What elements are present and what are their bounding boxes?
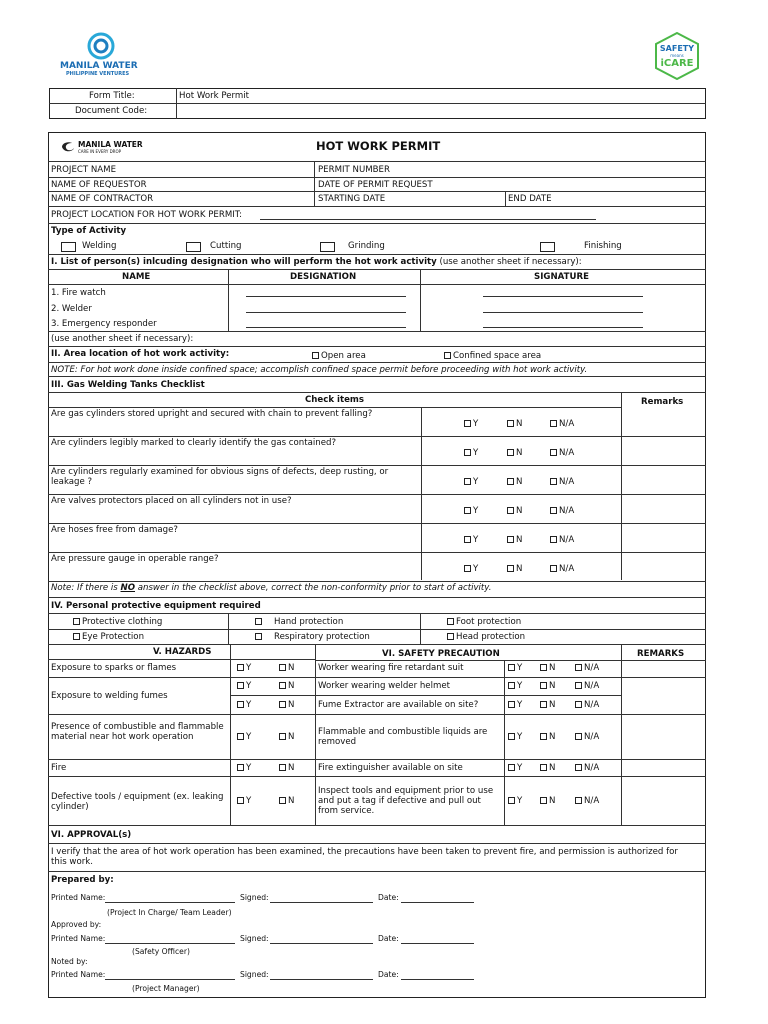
gas-option-y-checkbox[interactable] bbox=[464, 478, 471, 485]
document-code-label: Document Code: bbox=[75, 106, 148, 116]
precaution-option-n[interactable] bbox=[540, 796, 555, 806]
precaution-option-y[interactable] bbox=[508, 763, 522, 773]
permit-number-label: PERMIT NUMBER bbox=[318, 165, 390, 175]
form-title-value: Hot Work Permit bbox=[179, 91, 249, 101]
ppe-head-protection[interactable] bbox=[447, 632, 525, 642]
precaution-option-na-checkbox[interactable] bbox=[575, 682, 582, 689]
gas-note-pre: Note: If there is bbox=[51, 583, 121, 593]
hazard-option-y-checkbox[interactable] bbox=[237, 797, 244, 804]
approval-statement: I verify that the area of hot work operation has been examined, the precautions have been taken to prevent fire, and permission is authorized for this work. bbox=[51, 847, 678, 867]
gas-option-n-label: N bbox=[516, 506, 523, 516]
gas-note-post: answer in the checklist above, correct the non-conformity prior to start of activity. bbox=[135, 583, 492, 593]
precaution-option-y-checkbox[interactable] bbox=[508, 733, 515, 740]
gas-option-na[interactable] bbox=[550, 564, 574, 574]
approval-section-label: Noted by: bbox=[51, 957, 88, 966]
precaution-option-y[interactable] bbox=[508, 796, 522, 806]
open-area-label: Open area bbox=[321, 351, 366, 361]
col-signature: SIGNATURE bbox=[534, 272, 589, 282]
persons-footer: (use another sheet if necessary): bbox=[51, 334, 194, 344]
inner-logo bbox=[60, 138, 160, 156]
precaution-option-n-checkbox[interactable] bbox=[540, 764, 547, 771]
precaution-option-na[interactable] bbox=[575, 663, 599, 673]
grinding-label: Grinding bbox=[348, 241, 385, 251]
confined-area-option[interactable] bbox=[444, 351, 541, 361]
gas-option-na[interactable] bbox=[550, 448, 574, 458]
gas-option-y-checkbox[interactable] bbox=[464, 565, 471, 572]
signatory-role: (Safety Officer) bbox=[132, 947, 190, 956]
grinding-checkbox[interactable] bbox=[320, 242, 335, 252]
signature-line-3[interactable] bbox=[483, 327, 643, 328]
signature-line-2[interactable] bbox=[483, 312, 643, 313]
gas-option-n[interactable] bbox=[507, 448, 522, 458]
hazard-option-y-checkbox[interactable] bbox=[237, 682, 244, 689]
precaution-option-n[interactable] bbox=[540, 732, 555, 742]
gas-option-na[interactable] bbox=[550, 477, 574, 487]
precaution-option-na-label: N/A bbox=[584, 663, 600, 673]
printed-name-line[interactable] bbox=[105, 902, 235, 903]
precaution-item: Worker wearing fire retardant suit bbox=[318, 663, 464, 673]
hazard-option-n[interactable] bbox=[279, 700, 294, 710]
gas-note-no: NO bbox=[120, 583, 136, 593]
gas-option-y[interactable] bbox=[464, 506, 478, 516]
precaution-option-na[interactable] bbox=[575, 763, 599, 773]
hazard-option-y-label: Y bbox=[246, 732, 252, 742]
person-row-emergency-responder: 3. Emergency responder bbox=[51, 319, 157, 329]
hazard-item: Defective tools / equipment (ex. leaking cylinder) bbox=[51, 792, 224, 812]
badge-bottom: iCARE bbox=[660, 58, 694, 69]
gas-option-na[interactable] bbox=[550, 506, 574, 516]
precaution-option-n-label: N bbox=[549, 700, 556, 710]
gas-option-y[interactable] bbox=[464, 477, 478, 487]
precaution-item: Fire extinguisher available on site bbox=[318, 763, 463, 773]
signed-line[interactable] bbox=[270, 979, 373, 980]
gas-option-n[interactable] bbox=[507, 564, 522, 574]
gas-check-item: Are valves protectors placed on all cylinders not in use? bbox=[51, 496, 292, 506]
gas-option-y[interactable] bbox=[464, 535, 478, 545]
hazard-option-y[interactable] bbox=[237, 681, 251, 691]
precaution-option-na[interactable] bbox=[575, 732, 599, 742]
foot-protection-label: Foot protection bbox=[456, 617, 522, 627]
respiratory-protection-checkbox[interactable] bbox=[255, 633, 262, 640]
gas-option-n-checkbox[interactable] bbox=[507, 507, 514, 514]
gas-option-n-checkbox[interactable] bbox=[507, 536, 514, 543]
approval-section-label: Approved by: bbox=[51, 920, 102, 929]
printed-name-label: Printed Name: bbox=[51, 934, 106, 943]
col-designation: DESIGNATION bbox=[290, 272, 357, 282]
location-line[interactable] bbox=[260, 219, 596, 220]
precaution-option-n[interactable] bbox=[540, 763, 555, 773]
finishing-label: Finishing bbox=[584, 241, 622, 251]
precaution-option-n[interactable] bbox=[540, 681, 555, 691]
water-swirl-icon bbox=[86, 32, 116, 60]
hazard-option-y-label: Y bbox=[246, 681, 252, 691]
open-area-option[interactable] bbox=[312, 351, 366, 361]
hazard-option-y[interactable] bbox=[237, 732, 251, 742]
gas-option-y-label: Y bbox=[473, 477, 479, 487]
hazards-heading: V. HAZARDS bbox=[153, 647, 212, 657]
requestor-label: NAME OF REQUESTOR bbox=[51, 180, 147, 190]
finishing-checkbox[interactable] bbox=[540, 242, 555, 252]
inner-logo-text: MANILA WATER bbox=[78, 140, 143, 149]
safety-icare-badge bbox=[654, 32, 700, 80]
precaution-option-na-checkbox[interactable] bbox=[575, 733, 582, 740]
gas-option-n-checkbox[interactable] bbox=[507, 420, 514, 427]
gas-option-y-label: Y bbox=[473, 448, 479, 458]
precaution-option-y-checkbox[interactable] bbox=[508, 701, 515, 708]
hand-protection-label: Hand protection bbox=[274, 617, 344, 627]
precaution-heading: VI. SAFETY PRECAUTION bbox=[382, 649, 500, 659]
hazard-option-y[interactable] bbox=[237, 663, 251, 673]
water-drop-icon bbox=[60, 140, 76, 154]
protective-clothing-label: Protective clothing bbox=[82, 617, 163, 627]
signatory-role: (Project In Charge/ Team Leader) bbox=[107, 908, 232, 917]
hazard-option-n-checkbox[interactable] bbox=[279, 682, 286, 689]
precaution-option-y-label: Y bbox=[517, 700, 523, 710]
hazard-option-n-checkbox[interactable] bbox=[279, 797, 286, 804]
confined-area-checkbox[interactable] bbox=[444, 352, 451, 359]
precaution-option-n-checkbox[interactable] bbox=[540, 701, 547, 708]
printed-name-label: Printed Name: bbox=[51, 970, 106, 979]
precaution-option-n-label: N bbox=[549, 681, 556, 691]
gas-option-na-checkbox[interactable] bbox=[550, 507, 557, 514]
signed-line[interactable] bbox=[270, 902, 373, 903]
designation-line-2[interactable] bbox=[246, 312, 406, 313]
gas-option-y-checkbox[interactable] bbox=[464, 449, 471, 456]
persons-heading-text: I. List of person(s) inlcuding designation who will perform the hot work activity bbox=[51, 257, 437, 267]
gas-check-item: Are hoses free from damage? bbox=[51, 525, 178, 535]
precaution-option-n-label: N bbox=[549, 796, 556, 806]
designation-line-1[interactable] bbox=[246, 296, 406, 297]
date-line[interactable] bbox=[401, 943, 474, 944]
gas-option-na-checkbox[interactable] bbox=[550, 478, 557, 485]
gas-check-item: Are pressure gauge in operable range? bbox=[51, 554, 219, 564]
gas-option-y-label: Y bbox=[473, 506, 479, 516]
gas-check-item: Are cylinders legibly marked to clearly identify the gas contained? bbox=[51, 438, 337, 448]
gas-option-n-label: N bbox=[516, 419, 523, 429]
gas-option-n-checkbox[interactable] bbox=[507, 565, 514, 572]
protective-clothing-checkbox[interactable] bbox=[73, 618, 80, 625]
location-label: PROJECT LOCATION FOR HOT WORK PERMIT: bbox=[51, 210, 242, 220]
gas-option-na-label: N/A bbox=[559, 506, 575, 516]
hazard-option-n[interactable] bbox=[279, 796, 294, 806]
eye-protection-checkbox[interactable] bbox=[73, 633, 80, 640]
hazard-option-n-checkbox[interactable] bbox=[279, 701, 286, 708]
precaution-option-na-checkbox[interactable] bbox=[575, 797, 582, 804]
precaution-option-n-checkbox[interactable] bbox=[540, 664, 547, 671]
precaution-option-n-label: N bbox=[549, 763, 556, 773]
gas-option-na-label: N/A bbox=[559, 564, 575, 574]
ppe-protective-clothing[interactable] bbox=[73, 617, 162, 627]
hazard-option-n-label: N bbox=[288, 700, 295, 710]
hazard-option-n-label: N bbox=[288, 796, 295, 806]
date-label: Date: bbox=[378, 893, 399, 902]
hazard-option-y-checkbox[interactable] bbox=[237, 701, 244, 708]
badge-mid: means bbox=[670, 53, 684, 58]
hazard-item: Presence of combustible and flammable material near hot work operation bbox=[51, 722, 224, 742]
precaution-option-y[interactable] bbox=[508, 681, 522, 691]
gas-note bbox=[51, 583, 491, 593]
gas-option-n[interactable] bbox=[507, 506, 522, 516]
hazard-option-y-label: Y bbox=[246, 763, 252, 773]
hazard-item: Exposure to sparks or flames bbox=[51, 663, 177, 673]
precaution-option-n-checkbox[interactable] bbox=[540, 733, 547, 740]
cutting-label: Cutting bbox=[210, 241, 242, 251]
ppe-hand-protection[interactable] bbox=[255, 617, 343, 627]
gas-option-y-checkbox[interactable] bbox=[464, 420, 471, 427]
welding-label: Welding bbox=[82, 241, 117, 251]
hazard-option-y-checkbox[interactable] bbox=[237, 733, 244, 740]
hand-protection-checkbox[interactable] bbox=[255, 618, 262, 625]
page-title: HOT WORK PERMIT bbox=[316, 139, 441, 153]
precaution-option-na-label: N/A bbox=[584, 732, 600, 742]
gas-option-n-label: N bbox=[516, 535, 523, 545]
hazard-option-y[interactable] bbox=[237, 763, 251, 773]
gas-option-na-checkbox[interactable] bbox=[550, 565, 557, 572]
cutting-checkbox[interactable] bbox=[186, 242, 201, 252]
gas-option-y-label: Y bbox=[473, 535, 479, 545]
precaution-option-y-label: Y bbox=[517, 732, 523, 742]
gas-option-n[interactable] bbox=[507, 535, 522, 545]
foot-protection-checkbox[interactable] bbox=[447, 618, 454, 625]
hazard-option-y-label: Y bbox=[246, 663, 252, 673]
gas-option-na[interactable] bbox=[550, 535, 574, 545]
precaution-option-na-label: N/A bbox=[584, 763, 600, 773]
hazard-option-y-label: Y bbox=[246, 796, 252, 806]
gas-check-item: Are gas cylinders stored upright and secured with chain to prevent falling? bbox=[51, 409, 373, 419]
persons-heading-note: (use another sheet if necessary): bbox=[439, 257, 582, 267]
logo-sub: PHILIPPINE VENTURES bbox=[66, 71, 130, 77]
precaution-option-na-checkbox[interactable] bbox=[575, 664, 582, 671]
signatory-role: (Project Manager) bbox=[132, 984, 200, 993]
precaution-option-y-label: Y bbox=[517, 663, 523, 673]
precaution-option-na[interactable] bbox=[575, 700, 599, 710]
hazard-option-y[interactable] bbox=[237, 796, 251, 806]
printed-name-line[interactable] bbox=[105, 943, 235, 944]
gas-option-na[interactable] bbox=[550, 419, 574, 429]
precaution-option-na-checkbox[interactable] bbox=[575, 701, 582, 708]
project-name-label: PROJECT NAME bbox=[51, 165, 117, 175]
hazard-item: Exposure to welding fumes bbox=[51, 691, 168, 701]
gas-option-na-checkbox[interactable] bbox=[550, 449, 557, 456]
ppe-eye-protection[interactable] bbox=[73, 632, 144, 642]
check-items-header: Check items bbox=[305, 395, 365, 405]
signature-line-1[interactable] bbox=[483, 296, 643, 297]
signed-label: Signed: bbox=[240, 934, 269, 943]
hazards-remarks-header: REMARKS bbox=[637, 649, 685, 659]
hazard-option-n-label: N bbox=[288, 732, 295, 742]
gas-option-y[interactable] bbox=[464, 564, 478, 574]
gas-option-na-label: N/A bbox=[559, 419, 575, 429]
precaution-option-y[interactable] bbox=[508, 663, 522, 673]
precaution-option-y-checkbox[interactable] bbox=[508, 682, 515, 689]
printed-name-label: Printed Name: bbox=[51, 893, 106, 902]
hazard-option-y-checkbox[interactable] bbox=[237, 764, 244, 771]
signed-label: Signed: bbox=[240, 970, 269, 979]
ppe-respiratory-protection[interactable] bbox=[255, 632, 370, 642]
hazard-option-n-label: N bbox=[288, 663, 295, 673]
precaution-option-n-label: N bbox=[549, 732, 556, 742]
inner-logo-tagline: CARE IN EVERY DROP bbox=[78, 149, 121, 154]
hazard-option-y[interactable] bbox=[237, 700, 251, 710]
gas-check-item: Are cylinders regularly examined for obvious signs of defects, deep rusting, or leakage ? bbox=[51, 467, 389, 487]
badge-top: SAFETY bbox=[659, 44, 695, 53]
precaution-item: Flammable and combustible liquids are removed bbox=[318, 727, 488, 747]
gas-option-y-checkbox[interactable] bbox=[464, 507, 471, 514]
precaution-option-y-label: Y bbox=[517, 763, 523, 773]
person-row-fire-watch: 1. Fire watch bbox=[51, 288, 106, 298]
precaution-option-na-label: N/A bbox=[584, 796, 600, 806]
precaution-option-n-checkbox[interactable] bbox=[540, 682, 547, 689]
precaution-option-n-label: N bbox=[549, 663, 556, 673]
gas-option-y-label: Y bbox=[473, 564, 479, 574]
respiratory-protection-label: Respiratory protection bbox=[274, 632, 370, 642]
date-line[interactable] bbox=[401, 979, 474, 980]
gas-remarks-header: Remarks bbox=[641, 397, 684, 407]
precaution-option-n[interactable] bbox=[540, 700, 555, 710]
area-heading: II. Area location of hot work activity: bbox=[51, 349, 230, 359]
printed-name-line[interactable] bbox=[105, 979, 235, 980]
precaution-option-na-label: N/A bbox=[584, 681, 600, 691]
eye-protection-label: Eye Protection bbox=[82, 632, 145, 642]
activity-label: Type of Activity bbox=[51, 226, 127, 236]
contractor-label: NAME OF CONTRACTOR bbox=[51, 194, 154, 204]
signed-label: Signed: bbox=[240, 893, 269, 902]
precaution-option-y[interactable] bbox=[508, 732, 522, 742]
gas-option-na-label: N/A bbox=[559, 477, 575, 487]
gas-option-n[interactable] bbox=[507, 477, 522, 487]
gas-option-y-label: Y bbox=[473, 419, 479, 429]
precaution-item: Worker wearing welder helmet bbox=[318, 681, 451, 691]
hazard-option-n-checkbox[interactable] bbox=[279, 733, 286, 740]
open-area-checkbox[interactable] bbox=[312, 352, 319, 359]
precaution-option-na[interactable] bbox=[575, 796, 599, 806]
hazard-option-n[interactable] bbox=[279, 663, 294, 673]
hazard-item: Fire bbox=[51, 763, 67, 773]
precaution-option-y-label: Y bbox=[517, 681, 523, 691]
precaution-option-y[interactable] bbox=[508, 700, 522, 710]
precaution-option-na[interactable] bbox=[575, 681, 599, 691]
confined-area-label: Confined space area bbox=[453, 351, 542, 361]
precaution-option-y-label: Y bbox=[517, 796, 523, 806]
manila-water-logo bbox=[60, 30, 145, 80]
hazard-option-n-checkbox[interactable] bbox=[279, 764, 286, 771]
person-row-welder: 2. Welder bbox=[51, 304, 92, 314]
gas-option-y[interactable] bbox=[464, 419, 478, 429]
logo-text: MANILA WATER bbox=[60, 61, 138, 71]
form-title-label: Form Title: bbox=[89, 91, 135, 101]
date-label: Date: bbox=[378, 970, 399, 979]
hazard-option-n[interactable] bbox=[279, 681, 294, 691]
precaution-item: Fume Extractor are available on site? bbox=[318, 700, 479, 710]
welding-checkbox[interactable] bbox=[61, 242, 76, 252]
end-date-label: END DATE bbox=[508, 194, 552, 204]
hazard-option-n[interactable] bbox=[279, 763, 294, 773]
prepared-by-label: Prepared by: bbox=[51, 875, 114, 885]
gas-heading: III. Gas Welding Tanks Checklist bbox=[51, 380, 205, 390]
date-label: Date: bbox=[378, 934, 399, 943]
precaution-option-n[interactable] bbox=[540, 663, 555, 673]
confined-space-note: NOTE: For hot work done inside confined space; accomplish confined space permit before proceeding with hot work activity. bbox=[51, 365, 588, 375]
gas-option-n-checkbox[interactable] bbox=[507, 478, 514, 485]
head-protection-checkbox[interactable] bbox=[447, 633, 454, 640]
hazard-option-n-label: N bbox=[288, 763, 295, 773]
approval-heading: VI. APPROVAL(s) bbox=[51, 830, 132, 840]
starting-date-label: STARTING DATE bbox=[318, 194, 386, 204]
gas-option-n-label: N bbox=[516, 477, 523, 487]
head-protection-label: Head protection bbox=[456, 632, 526, 642]
precaution-option-na-label: N/A bbox=[584, 700, 600, 710]
hazard-option-y-checkbox[interactable] bbox=[237, 664, 244, 671]
precaution-item: Inspect tools and equipment prior to use and put a tag if defective and pull out from service. bbox=[318, 786, 494, 816]
signed-line[interactable] bbox=[270, 943, 373, 944]
gas-option-y[interactable] bbox=[464, 448, 478, 458]
precaution-option-n-checkbox[interactable] bbox=[540, 797, 547, 804]
gas-option-n-checkbox[interactable] bbox=[507, 449, 514, 456]
designation-line-3[interactable] bbox=[246, 327, 406, 328]
hazard-option-y-label: Y bbox=[246, 700, 252, 710]
gas-option-na-label: N/A bbox=[559, 535, 575, 545]
gas-option-na-checkbox[interactable] bbox=[550, 536, 557, 543]
precaution-option-y-checkbox[interactable] bbox=[508, 797, 515, 804]
gas-option-n-label: N bbox=[516, 448, 523, 458]
ppe-heading: IV. Personal protective equipment required bbox=[51, 601, 261, 611]
precaution-option-y-checkbox[interactable] bbox=[508, 764, 515, 771]
gas-option-n[interactable] bbox=[507, 419, 522, 429]
hazard-option-n-label: N bbox=[288, 681, 295, 691]
gas-option-n-label: N bbox=[516, 564, 523, 574]
date-line[interactable] bbox=[401, 902, 474, 903]
precaution-option-y-checkbox[interactable] bbox=[508, 664, 515, 671]
gas-option-na-checkbox[interactable] bbox=[550, 420, 557, 427]
col-name: NAME bbox=[122, 272, 151, 282]
gas-option-y-checkbox[interactable] bbox=[464, 536, 471, 543]
hazard-option-n[interactable] bbox=[279, 732, 294, 742]
date-request-label: DATE OF PERMIT REQUEST bbox=[318, 180, 433, 190]
persons-heading bbox=[51, 257, 582, 267]
precaution-option-na-checkbox[interactable] bbox=[575, 764, 582, 771]
hazard-option-n-checkbox[interactable] bbox=[279, 664, 286, 671]
ppe-foot-protection[interactable] bbox=[447, 617, 521, 627]
gas-option-na-label: N/A bbox=[559, 448, 575, 458]
